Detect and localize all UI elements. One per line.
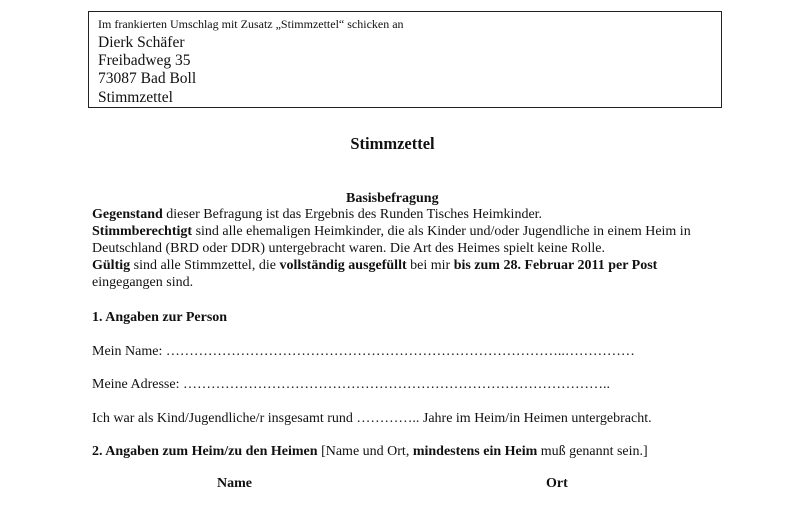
intro-gueltig [92,257,657,274]
years-field[interactable]: Ich war als Kind/Jugendliche/r insgesamt rund ………….. Jahre im Heim/in Heimen untergebracht. [92,411,652,426]
address-box [88,11,722,108]
address-line-city: 73087 Bad Boll [98,70,197,87]
column-header-name: Name [217,476,252,491]
gueltig-text-1: sind alle Stimmzettel, die [130,258,280,273]
intro-stimmberechtigt-2: Deutschland (BRD oder DDR) untergebracht waren. Die Art des Heimes spielt keine Rolle. [92,241,605,256]
intro-stimmberechtigt [92,223,691,240]
intro-gegenstand [92,206,542,223]
page-title: Stimmzettel [350,134,435,153]
address-line-street: Freibadweg 35 [98,52,191,69]
name-field[interactable]: Mein Name: …………………………………………………………………………..…………… [92,344,635,359]
section1-heading: 1. Angaben zur Person [92,310,228,325]
section2-heading-text-2: muß genannt sein.] [537,444,648,459]
subtitle: Basisbefragung [346,191,439,206]
address-line-subject: Stimmzettel [98,89,173,106]
gegenstand-text: dieser Befragung ist das Ergebnis des Runden Tisches Heimkinder. [162,207,543,222]
address-field[interactable]: Meine Adresse: ……………………………………………………………………………….. [92,377,610,392]
section2-heading-text-1: [Name und Ort, [317,444,413,459]
column-header-ort: Ort [546,476,568,491]
section2-heading-bold: 2. Angaben zum Heim/zu den Heimen [92,444,318,459]
intro-gueltig-2: eingegangen sind. [92,275,194,290]
gueltig-bold: Gültig [92,258,131,273]
address-line-name: Dierk Schäfer [98,34,185,51]
section2-heading [92,443,648,460]
gueltig-text-2: bei mir [406,258,454,273]
section2-heading-bold-2: mindestens ein Heim [412,444,538,459]
gegenstand-bold: Gegenstand [92,207,163,222]
gueltig-bold-2: vollständig ausgefüllt [279,258,407,273]
address-note: Im frankierten Umschlag mit Zusatz „Stimmzettel“ schicken an [98,17,404,31]
stimm-text-1: sind alle ehemaligen Heimkinder, die als Kinder und/oder Jugendliche in einem Heim in [192,224,691,239]
gueltig-bold-3: bis zum 28. Februar 2011 per Post [453,258,658,273]
stimm-bold: Stimmberechtigt [92,224,193,239]
